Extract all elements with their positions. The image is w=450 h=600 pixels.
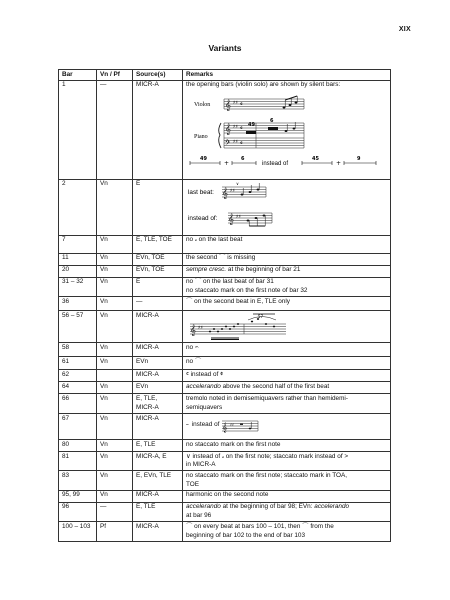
cell-sources: MICR-A bbox=[133, 311, 183, 343]
music-example-bar67 bbox=[222, 419, 260, 433]
cell-sources: MICR-A bbox=[133, 370, 183, 382]
remark-line-2: in MICR-A bbox=[186, 461, 216, 469]
cell-part: Vn bbox=[97, 394, 133, 413]
table-row bbox=[59, 179, 391, 235]
cell-bar: 64 bbox=[59, 382, 97, 394]
bar6-label: 6 bbox=[270, 118, 274, 125]
cell-remark bbox=[183, 265, 391, 277]
plus-2: + bbox=[336, 160, 342, 168]
svg-text:♯♯: ♯♯ bbox=[233, 124, 238, 131]
svg-text:♯♯: ♯♯ bbox=[230, 188, 235, 195]
cell-bar: 20 bbox=[59, 265, 97, 277]
cell-part: Vn bbox=[97, 439, 133, 451]
bar57-label: 57 bbox=[258, 313, 264, 319]
remark-line-1: no staccato mark on the first note; staccato mark in TOA, bbox=[186, 472, 348, 480]
cell-remark bbox=[183, 502, 391, 521]
remark-line-1: tremolo noted in demisemiquavers rather than hemidemi- bbox=[186, 395, 348, 403]
cell-part: Vn bbox=[97, 357, 133, 370]
plus-1: + bbox=[224, 160, 230, 168]
cell-bar: 95, 99 bbox=[59, 490, 97, 502]
cell-part: Vn bbox=[97, 179, 133, 235]
table-row bbox=[59, 413, 391, 439]
cell-bar: 80 bbox=[59, 439, 97, 451]
music-example-bar56 bbox=[186, 312, 296, 342]
table-row bbox=[59, 471, 391, 490]
cell-sources: E bbox=[133, 179, 183, 235]
table-row bbox=[59, 311, 391, 343]
cell-sources: MICR-A bbox=[133, 413, 183, 439]
cell-sources: EVn bbox=[133, 382, 183, 394]
cell-remark bbox=[183, 311, 391, 343]
remark-italic: accelerando bbox=[186, 383, 221, 391]
svg-text:♯♯: ♯♯ bbox=[233, 100, 238, 107]
cell-sources: E bbox=[133, 277, 183, 296]
equation-bar45: 45 bbox=[312, 156, 319, 163]
table-row bbox=[59, 297, 391, 311]
remark-italic-2: accelerando bbox=[314, 503, 350, 511]
cell-remark: harmonic on the second note bbox=[183, 490, 391, 502]
sources-line-2: MICR-A bbox=[136, 403, 159, 411]
table-row bbox=[59, 439, 391, 451]
svg-text:𝄴: 𝄴 bbox=[240, 125, 243, 133]
cell-part: Vn bbox=[97, 413, 133, 439]
cell-bar: 83 bbox=[59, 471, 97, 490]
cell-remark bbox=[183, 451, 391, 470]
table-row bbox=[59, 265, 391, 277]
cell-part: Vn bbox=[97, 297, 133, 311]
cell-sources bbox=[133, 394, 183, 413]
piano-label: Piano bbox=[194, 134, 208, 141]
cell-part: — bbox=[97, 80, 133, 179]
svg-text:♯♯: ♯♯ bbox=[198, 324, 203, 331]
page-title: Variants bbox=[208, 43, 242, 53]
header-remarks: Remarks bbox=[183, 70, 391, 81]
cell-sources: MICR-A bbox=[133, 343, 183, 357]
instead-of-text: instead of bbox=[262, 161, 289, 168]
svg-text:𝄴: 𝄴 bbox=[240, 101, 243, 109]
cell-part: Vn bbox=[97, 471, 133, 490]
equation-bar6: 6 bbox=[241, 156, 245, 163]
remark-line-2: semiquavers bbox=[186, 403, 223, 411]
table-row bbox=[59, 394, 391, 413]
remark-line-1: no ⌒ on the last beat of bar 31 bbox=[186, 278, 274, 286]
cell-bar: 61 bbox=[59, 357, 97, 370]
cell-remark bbox=[183, 471, 391, 490]
sources-line-1: E, TLE, bbox=[136, 395, 158, 403]
svg-text:♯♯: ♯♯ bbox=[236, 214, 241, 221]
remark-text: instead of bbox=[191, 421, 220, 429]
cell-remark bbox=[183, 382, 391, 394]
cell-sources: E, TLE, TOE bbox=[133, 235, 183, 253]
cell-sources: EVn, TOE bbox=[133, 265, 183, 277]
cell-sources: EVn bbox=[133, 357, 183, 370]
cell-bar: 62 bbox=[59, 370, 97, 382]
cell-remark: no 𝄐 bbox=[183, 343, 391, 357]
svg-text:𝄴: 𝄴 bbox=[240, 140, 243, 148]
cell-sources: MICR-A bbox=[133, 522, 183, 541]
cell-remark bbox=[183, 394, 391, 413]
table-row bbox=[59, 370, 391, 382]
remark-text: above the second half of the first beat bbox=[220, 383, 330, 391]
remark-line-1: ∨ instead of 𝅗 on the first note; staccato mark instead of > bbox=[186, 452, 349, 460]
svg-text:𝄞: 𝄞 bbox=[222, 188, 228, 200]
table-row bbox=[59, 235, 391, 253]
cell-bar: 100 – 103 bbox=[59, 522, 97, 541]
cell-remark: the second ⌒ is missing bbox=[183, 253, 391, 265]
cell-remark: no 𝅗 on the last beat bbox=[183, 235, 391, 253]
cell-remark: ⌒ on the second beat in E, TLE only bbox=[183, 297, 391, 311]
table-row bbox=[59, 277, 391, 296]
svg-text:𝄞: 𝄞 bbox=[228, 214, 234, 226]
table-row bbox=[59, 357, 391, 370]
cell-part bbox=[97, 370, 133, 382]
cell-bar: 56 – 57 bbox=[59, 311, 97, 343]
cell-remark: 𝄴 instead of 𝄵 bbox=[183, 370, 391, 382]
svg-text:∨: ∨ bbox=[236, 181, 239, 187]
cell-bar: 58 bbox=[59, 343, 97, 357]
header-part: Vn / Pf bbox=[97, 70, 133, 81]
cell-sources: MICR-A bbox=[133, 490, 183, 502]
svg-text:♯♯: ♯♯ bbox=[230, 421, 235, 427]
remark-text: at the beginning of bar 21 bbox=[226, 266, 301, 274]
remark-line-2: no staccato mark on the first note of bar 32 bbox=[186, 287, 308, 295]
table-row bbox=[59, 253, 391, 265]
remark-line-1: ⌒ on every beat at bars 100 – 101, then ⌒ from the bbox=[186, 522, 334, 530]
bar49-label: 49 bbox=[248, 122, 255, 129]
last-beat-label: last beat: bbox=[188, 189, 214, 197]
variants-table bbox=[58, 69, 391, 542]
music-example-bar2 bbox=[186, 180, 306, 232]
cell-part: Pf bbox=[97, 522, 133, 541]
svg-text:𝄞: 𝄞 bbox=[222, 422, 228, 433]
cell-bar: 11 bbox=[59, 253, 97, 265]
svg-text:𝄞: 𝄞 bbox=[225, 124, 231, 136]
cell-bar: 66 bbox=[59, 394, 97, 413]
music-example-opening-bars bbox=[186, 90, 386, 172]
remark-italic: accelerando bbox=[186, 503, 221, 511]
cell-sources: E, TLE bbox=[133, 439, 183, 451]
cell-bar: 67 bbox=[59, 413, 97, 439]
remark-line-2: TOE bbox=[186, 480, 200, 488]
cell-bar: 2 bbox=[59, 179, 97, 235]
remark-italic: sempre cresc. bbox=[186, 266, 227, 274]
cell-remark bbox=[183, 413, 391, 439]
cell-bar: 81 bbox=[59, 451, 97, 470]
header-bar: Bar bbox=[59, 70, 97, 81]
cell-sources: MICR-A, E bbox=[133, 451, 183, 470]
svg-text:𝄞: 𝄞 bbox=[225, 100, 231, 112]
table-row bbox=[59, 80, 391, 179]
table-row bbox=[59, 490, 391, 502]
cell-part: Vn bbox=[97, 235, 133, 253]
cell-bar: 1 bbox=[59, 80, 97, 179]
page-number: XIX bbox=[398, 26, 411, 33]
remark-text: at the beginning of bar 98; EVn: bbox=[220, 503, 315, 511]
table-row bbox=[59, 343, 391, 357]
cell-sources: — bbox=[133, 297, 183, 311]
cell-bar: 31 – 32 bbox=[59, 277, 97, 296]
cell-remark: no staccato mark on the first note bbox=[183, 439, 391, 451]
cell-remark bbox=[183, 522, 391, 541]
remark-text: the opening bars (violin solo) are shown by silent bars: bbox=[186, 81, 341, 89]
cell-part: — bbox=[97, 502, 133, 521]
table-row bbox=[59, 451, 391, 470]
cell-part: Vn bbox=[97, 382, 133, 394]
cell-remark bbox=[183, 277, 391, 296]
cell-bar: 36 bbox=[59, 297, 97, 311]
svg-text:𝄞: 𝄞 bbox=[190, 324, 196, 336]
rest-symbol-icon: 𝄼 bbox=[186, 421, 189, 429]
table-row bbox=[59, 502, 391, 521]
equation-bar49: 49 bbox=[200, 156, 207, 163]
cell-sources: MICR-A bbox=[133, 80, 183, 179]
cell-part: Vn bbox=[97, 265, 133, 277]
violin-label: Violon bbox=[194, 102, 211, 109]
cell-sources: E, EVn, TLE bbox=[133, 471, 183, 490]
remark-line-2: beginning of bar 102 to the end of bar 103 bbox=[186, 531, 306, 539]
cell-sources: EVn, TOE bbox=[133, 253, 183, 265]
cell-remark: no ⌒ bbox=[183, 357, 391, 370]
cell-bar: 7 bbox=[59, 235, 97, 253]
cell-part: Vn bbox=[97, 343, 133, 357]
table-header-row bbox=[59, 70, 391, 81]
equation-bar9: 9 bbox=[357, 156, 361, 163]
cell-part: Vn bbox=[97, 253, 133, 265]
instead-of-label: instead of: bbox=[188, 215, 218, 223]
cell-part: Vn bbox=[97, 277, 133, 296]
cell-bar: 96 bbox=[59, 502, 97, 521]
svg-text:𝄢: 𝄢 bbox=[225, 139, 231, 149]
cell-part: Vn bbox=[97, 451, 133, 470]
header-sources: Source(s) bbox=[133, 70, 183, 81]
cell-sources: E, TLE bbox=[133, 502, 183, 521]
table-row bbox=[59, 522, 391, 541]
svg-text:♯♯: ♯♯ bbox=[233, 139, 238, 146]
cell-part: Vn bbox=[97, 311, 133, 343]
cell-part: Vn bbox=[97, 490, 133, 502]
remark-line-2: at bar 96 bbox=[186, 512, 212, 520]
cell-remark bbox=[183, 179, 391, 235]
cell-remark bbox=[183, 80, 391, 179]
table-row bbox=[59, 382, 391, 394]
